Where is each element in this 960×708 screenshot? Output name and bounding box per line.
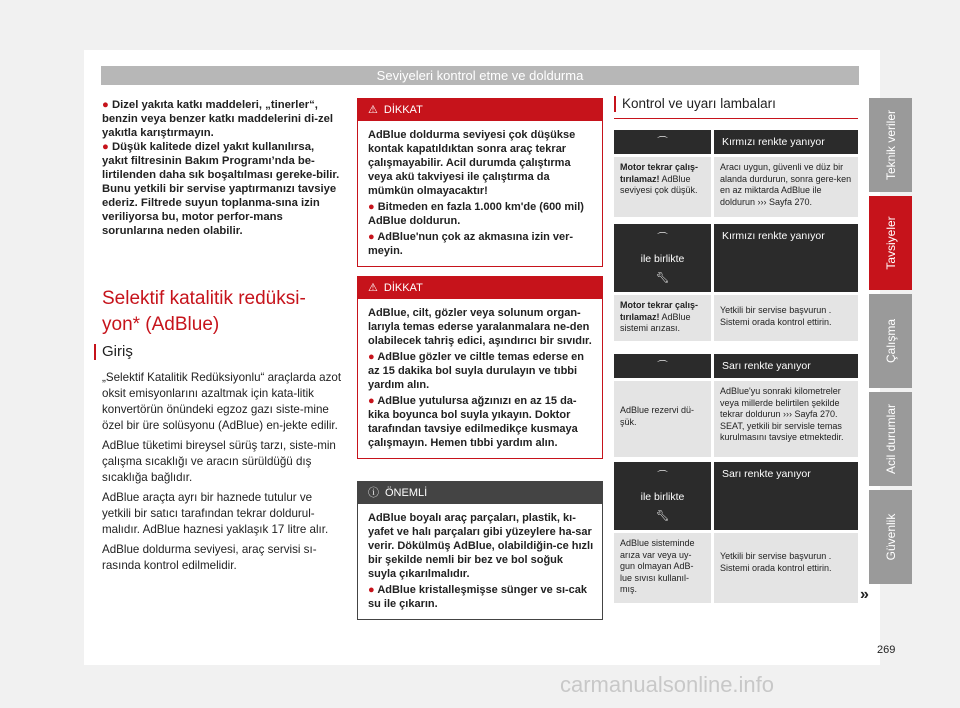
lamp-row-1: ⌒ Kırmızı renkte yanıyor Motor tekrar çalış-tırılamaz! AdBlue seviyesi çok düşük. Aracı uygun, güvenli ve düz bir alanda durdurun, sonra gere-ken en az miktarda AdBlue ile doldurun ››› Sayfa 270. (614, 130, 858, 217)
adblue-lamp-icon: ⌒ (614, 130, 711, 154)
tab-calisma[interactable]: Çalışma (869, 294, 912, 388)
note-box: ⓘ ÖNEMLİ AdBlue boyalı araç parçaları, plastik, kı-yafet ve halı parçaları gibi yüzeylere ha-sar verir. Dökülmüş AdBlue, olabildiğin-ce hızlı bir şekilde nemli bir bez ve bol soğuk suyla çıkarılmalıdır. ● AdBlue kristalleşmişse sünger ve sı-cak su ile çıkarın. (357, 481, 603, 620)
adblue-lamp-icon: ⌒ (614, 354, 711, 378)
column-left (102, 98, 342, 238)
bullet-diesel-quality: ● Düşük kalitede dizel yakıt kullanılırsa, yakıt filtresinin Bakım Programı’nda be-lirtilenden daha sık boşaltılması gereke-bilir. Bunu yetkili bir servise yaptırmanızı tavsiye ederiz. Filtrede suyun toplanma-sına izin veriliyorsa bu, motor perfor-mans sorunlarına neden olabilir. (102, 141, 340, 237)
warning-title: DİKKAT (383, 104, 423, 116)
warning-title: DİKKAT (383, 282, 423, 294)
bullet-diesel-additives: ● Dizel yakıta katkı maddeleri, „tinerler“, benzin veya benzer katkı maddelerini di-zel yakıtla karıştırmayın. (102, 99, 334, 139)
warning-box-1: ⚠ DİKKAT AdBlue doldurma seviyesi çok düşükse kontak kapatıldıktan sonra araç tekrar çalışmayabilir. Acil durumda çalıştırma veya akü takviyesi ile çalıştırma da mümkün olmayacaktır! ● Bitmeden en fazla 1.000 km'de (600 mil) AdBlue doldurun. ● AdBlue'nun çok az akmasına izin ver-meyin. (357, 98, 603, 267)
note-title: ÖNEMLİ (385, 487, 428, 499)
wrench-icon: 🔧︎ (655, 510, 670, 522)
warning-triangle-icon: ⚠ (368, 104, 378, 116)
warning-triangle-icon: ⚠ (368, 282, 378, 294)
lamp-row-4: ⌒ ile birlikte 🔧︎ Sarı renkte yanıyor AdBlue sisteminde arıza var veya uy-gun olmayan AdB-lue sıvısı kullanıl-mış. Yetkili bir servise başvurun . Sistemi orada kontrol ettirin. (614, 462, 858, 603)
info-circle-icon: ⓘ (368, 487, 379, 499)
warning-box-2: ⚠ DİKKAT AdBlue, cilt, gözler veya solunum organ-larıyla temas ederse yaralanmalara ne-den olabilecek tahriş edici, aşındırıcı bir sıvıdır. ● AdBlue gözler ve ciltle temas ederse en az 15 dakika bol suyla durulayın ve tıbbi yardım alın. ● AdBlue yutulursa ağzınızı en az 15 da-kika boyunca bol suyla yıkayın. Doktor tarafından tavsiye edilmedikçe kusmaya çalışmayın. Hemen tıbbi yardım alın. (357, 276, 603, 459)
paragraph: AdBlue doldurma seviyesi, araç servisi sı-rasında kontrol edilmelidir. (102, 543, 317, 572)
watermark: carmanualsonline.info (560, 672, 775, 697)
lamps-title: Kontrol ve uyarı lambaları (622, 96, 776, 111)
section-subtitle: Giriş (102, 343, 133, 360)
tab-guvenlik[interactable]: Güvenlik (869, 490, 912, 584)
page-header: Seviyeleri kontrol etme ve doldurma (101, 66, 859, 85)
paragraph: „Selektif Katalitik Redüksiyonlu“ araçlarda azot oksit emisyonlarını azaltmak için kata-litik konvertörün önündeki egzoz gazı siste-mine özel bir üre solüsyonu (AdBlue) en-jekte edilir. (102, 371, 342, 432)
lamp-row-3: ⌒ Sarı renkte yanıyor AdBlue rezervi dü-şük. AdBlue'yu sonraki kilometreler veya millerde belirtilen şekilde tekrar doldurun ››› Sayfa 270. SEAT, yetkili bir servisle temas kurulmasını tavsiye etmektedir. (614, 354, 858, 457)
paragraph: AdBlue araçta ayrı bir haznede tutulur ve yetkili bir satıcı tarafından tekrar doldurul-malıdır. AdBlue haznesi yaklaşık 17 litre alır. (102, 491, 329, 536)
wrench-icon: 🔧︎ (655, 272, 670, 284)
continue-chevron: » (860, 586, 869, 603)
tab-acil-durumlar[interactable]: Acil durumlar (869, 392, 912, 486)
section-title: Selektif katalitik redüksi-yon* (AdBlue) (102, 288, 306, 335)
divider (614, 118, 858, 119)
intro-text (102, 370, 342, 578)
lamp-row-2: ⌒ ile birlikte 🔧︎ Kırmızı renkte yanıyor Motor tekrar çalış-tırılamaz! AdBlue sistemi arızası. Yetkili bir servise başvurun . Sistemi orada kontrol ettirin. (614, 224, 858, 341)
adblue-lamp-icon: ⌒ (657, 470, 668, 482)
adblue-lamp-icon: ⌒ (657, 232, 668, 244)
tab-tavsiyeler[interactable]: Tavsiyeler (869, 196, 912, 290)
page-number: 269 (877, 644, 896, 656)
tab-teknik-veriler[interactable]: Teknik veriler (869, 98, 912, 192)
paragraph: AdBlue tüketimi bireysel sürüş tarzı, siste-min çalışma sıcaklığı ve aracın sürüldüğü dış sıcaklığa bağlıdır. (102, 439, 336, 484)
